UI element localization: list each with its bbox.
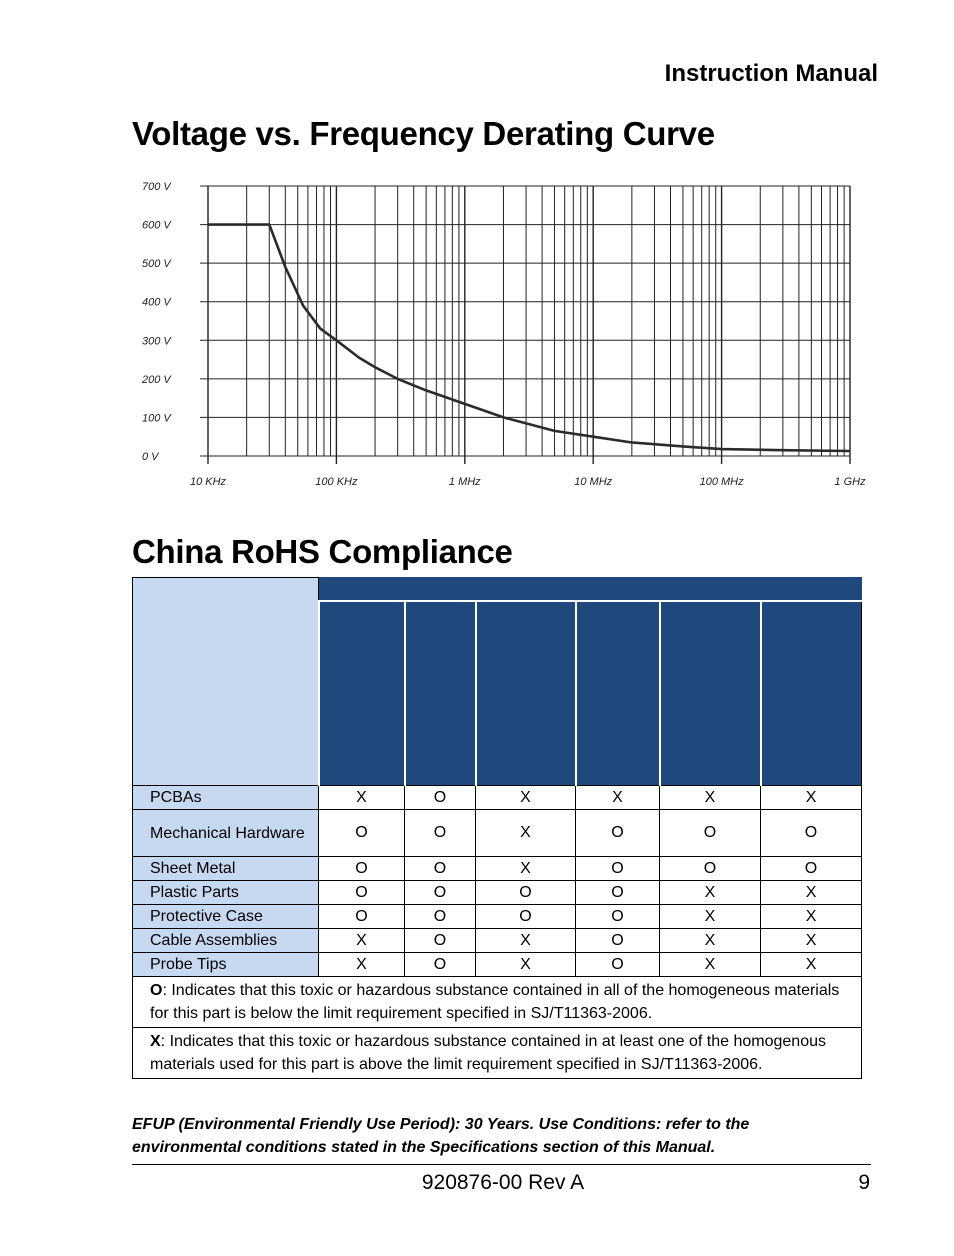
y-tick-label: 600 V: [142, 219, 171, 232]
y-tick-label: 100 V: [142, 412, 171, 425]
substance-value: X: [660, 953, 761, 977]
note-row-x: [133, 1028, 862, 1079]
rohs-table: [132, 577, 862, 1079]
substance-value: O: [476, 881, 576, 905]
substance-value: X: [319, 953, 405, 977]
x-tick-label: 1 GHz: [834, 476, 866, 488]
substance-header: [576, 601, 660, 786]
y-tick-label: 500 V: [142, 258, 171, 271]
note-o: [133, 977, 862, 1028]
chart-x-tick-labels: [190, 476, 866, 488]
substance-value: O: [660, 857, 761, 881]
substance-value: X: [476, 929, 576, 953]
footer-page-number: 9: [858, 1171, 870, 1194]
part-name: Protective Case: [133, 905, 319, 929]
substance-value: O: [405, 857, 476, 881]
note-o-text: : Indicates that this toxic or hazardous substance contained in all of the homogeneous materials for this part is below the limit requirement specified in SJ/T11363-2006.: [150, 982, 840, 1022]
x-tick-label: 10 MHz: [574, 476, 613, 488]
substance-value: X: [761, 953, 862, 977]
note-row-o: [133, 977, 862, 1028]
note-x: [133, 1028, 862, 1079]
table-row: [133, 881, 862, 905]
efup-statement: EFUP (Environmental Friendly Use Period): 30 Years. Use Conditions: refer to the environmental conditions stated in the Specifications section of this Manual.: [132, 1116, 750, 1156]
substance-value: O: [576, 810, 660, 857]
substance-value: O: [319, 905, 405, 929]
substance-value: O: [319, 857, 405, 881]
substance-value: O: [405, 786, 476, 810]
substance-value: X: [476, 953, 576, 977]
substance-value: O: [576, 905, 660, 929]
table-row: [133, 929, 862, 953]
substance-value: O: [405, 810, 476, 857]
substance-header: [405, 601, 476, 786]
substance-value: O: [319, 810, 405, 857]
part-name: Plastic Parts: [133, 881, 319, 905]
substance-value: X: [660, 881, 761, 905]
substance-value: X: [476, 786, 576, 810]
table-row: [133, 810, 862, 857]
part-name: PCBAs: [133, 786, 319, 810]
substance-header: [476, 601, 576, 786]
y-tick-label: 300 V: [142, 335, 171, 348]
substance-value: O: [576, 953, 660, 977]
y-tick-label: 0 V: [142, 451, 159, 463]
table-row: [133, 786, 862, 810]
part-name: Sheet Metal: [133, 857, 319, 881]
substance-value: O: [761, 810, 862, 857]
note-x-key: X: [150, 1033, 161, 1050]
substance-value: O: [576, 857, 660, 881]
substance-value: X: [761, 881, 862, 905]
substance-header: [319, 601, 405, 786]
substance-value: X: [660, 929, 761, 953]
substance-value: O: [576, 881, 660, 905]
y-tick-label: 200 V: [142, 373, 171, 386]
x-tick-label: 10 KHz: [189, 476, 227, 488]
substance-value: X: [660, 905, 761, 929]
part-name: Probe Tips: [133, 953, 319, 977]
table-row: [133, 905, 862, 929]
substance-value: O: [405, 929, 476, 953]
substance-value: X: [319, 786, 405, 810]
substance-value: X: [660, 786, 761, 810]
substance-value: X: [576, 786, 660, 810]
chart-y-tick-labels: [141, 181, 172, 463]
y-tick-label: 700 V: [142, 181, 171, 193]
substance-value: X: [319, 929, 405, 953]
substance-value: O: [405, 881, 476, 905]
x-tick-label: 100 MHz: [699, 476, 744, 488]
part-name: Mechanical Hardware: [133, 810, 319, 857]
derating-curve-heading: Voltage vs. Frequency Derating Curve: [132, 115, 715, 152]
derating-chart: [132, 172, 872, 494]
note-x-text: : Indicates that this toxic or hazardous substance contained in at least one of the homogenous materials used for this part is above the limit requirement specified in SJ/T11363-2006.: [150, 1033, 826, 1073]
part-name: Cable Assemblies: [133, 929, 319, 953]
substance-value: X: [761, 786, 862, 810]
substance-value: O: [319, 881, 405, 905]
rohs-heading: China RoHS Compliance: [132, 533, 513, 570]
footer-doc-number: 920876-00 Rev A: [421, 1171, 585, 1194]
substance-value: O: [476, 905, 576, 929]
substance-value: O: [405, 905, 476, 929]
substance-header: [660, 601, 761, 786]
x-tick-label: 1 MHz: [448, 476, 481, 488]
table-row: [133, 953, 862, 977]
substance-value: X: [761, 929, 862, 953]
substance-value: O: [576, 929, 660, 953]
substance-value: X: [761, 905, 862, 929]
header-title: Instruction Manual: [664, 60, 878, 87]
hazardous-substances-header: [319, 578, 862, 602]
substance-value: O: [405, 953, 476, 977]
substance-header: [761, 601, 862, 786]
footer-rule: [132, 1164, 871, 1165]
note-o-key: O: [150, 982, 163, 999]
x-tick-label: 100 KHz: [315, 476, 358, 488]
table-row: [133, 857, 862, 881]
part-name-header: [133, 578, 319, 786]
substance-value: X: [476, 857, 576, 881]
substance-value: O: [761, 857, 862, 881]
substance-value: X: [476, 810, 576, 857]
y-tick-label: 400 V: [142, 296, 171, 309]
substance-value: O: [660, 810, 761, 857]
